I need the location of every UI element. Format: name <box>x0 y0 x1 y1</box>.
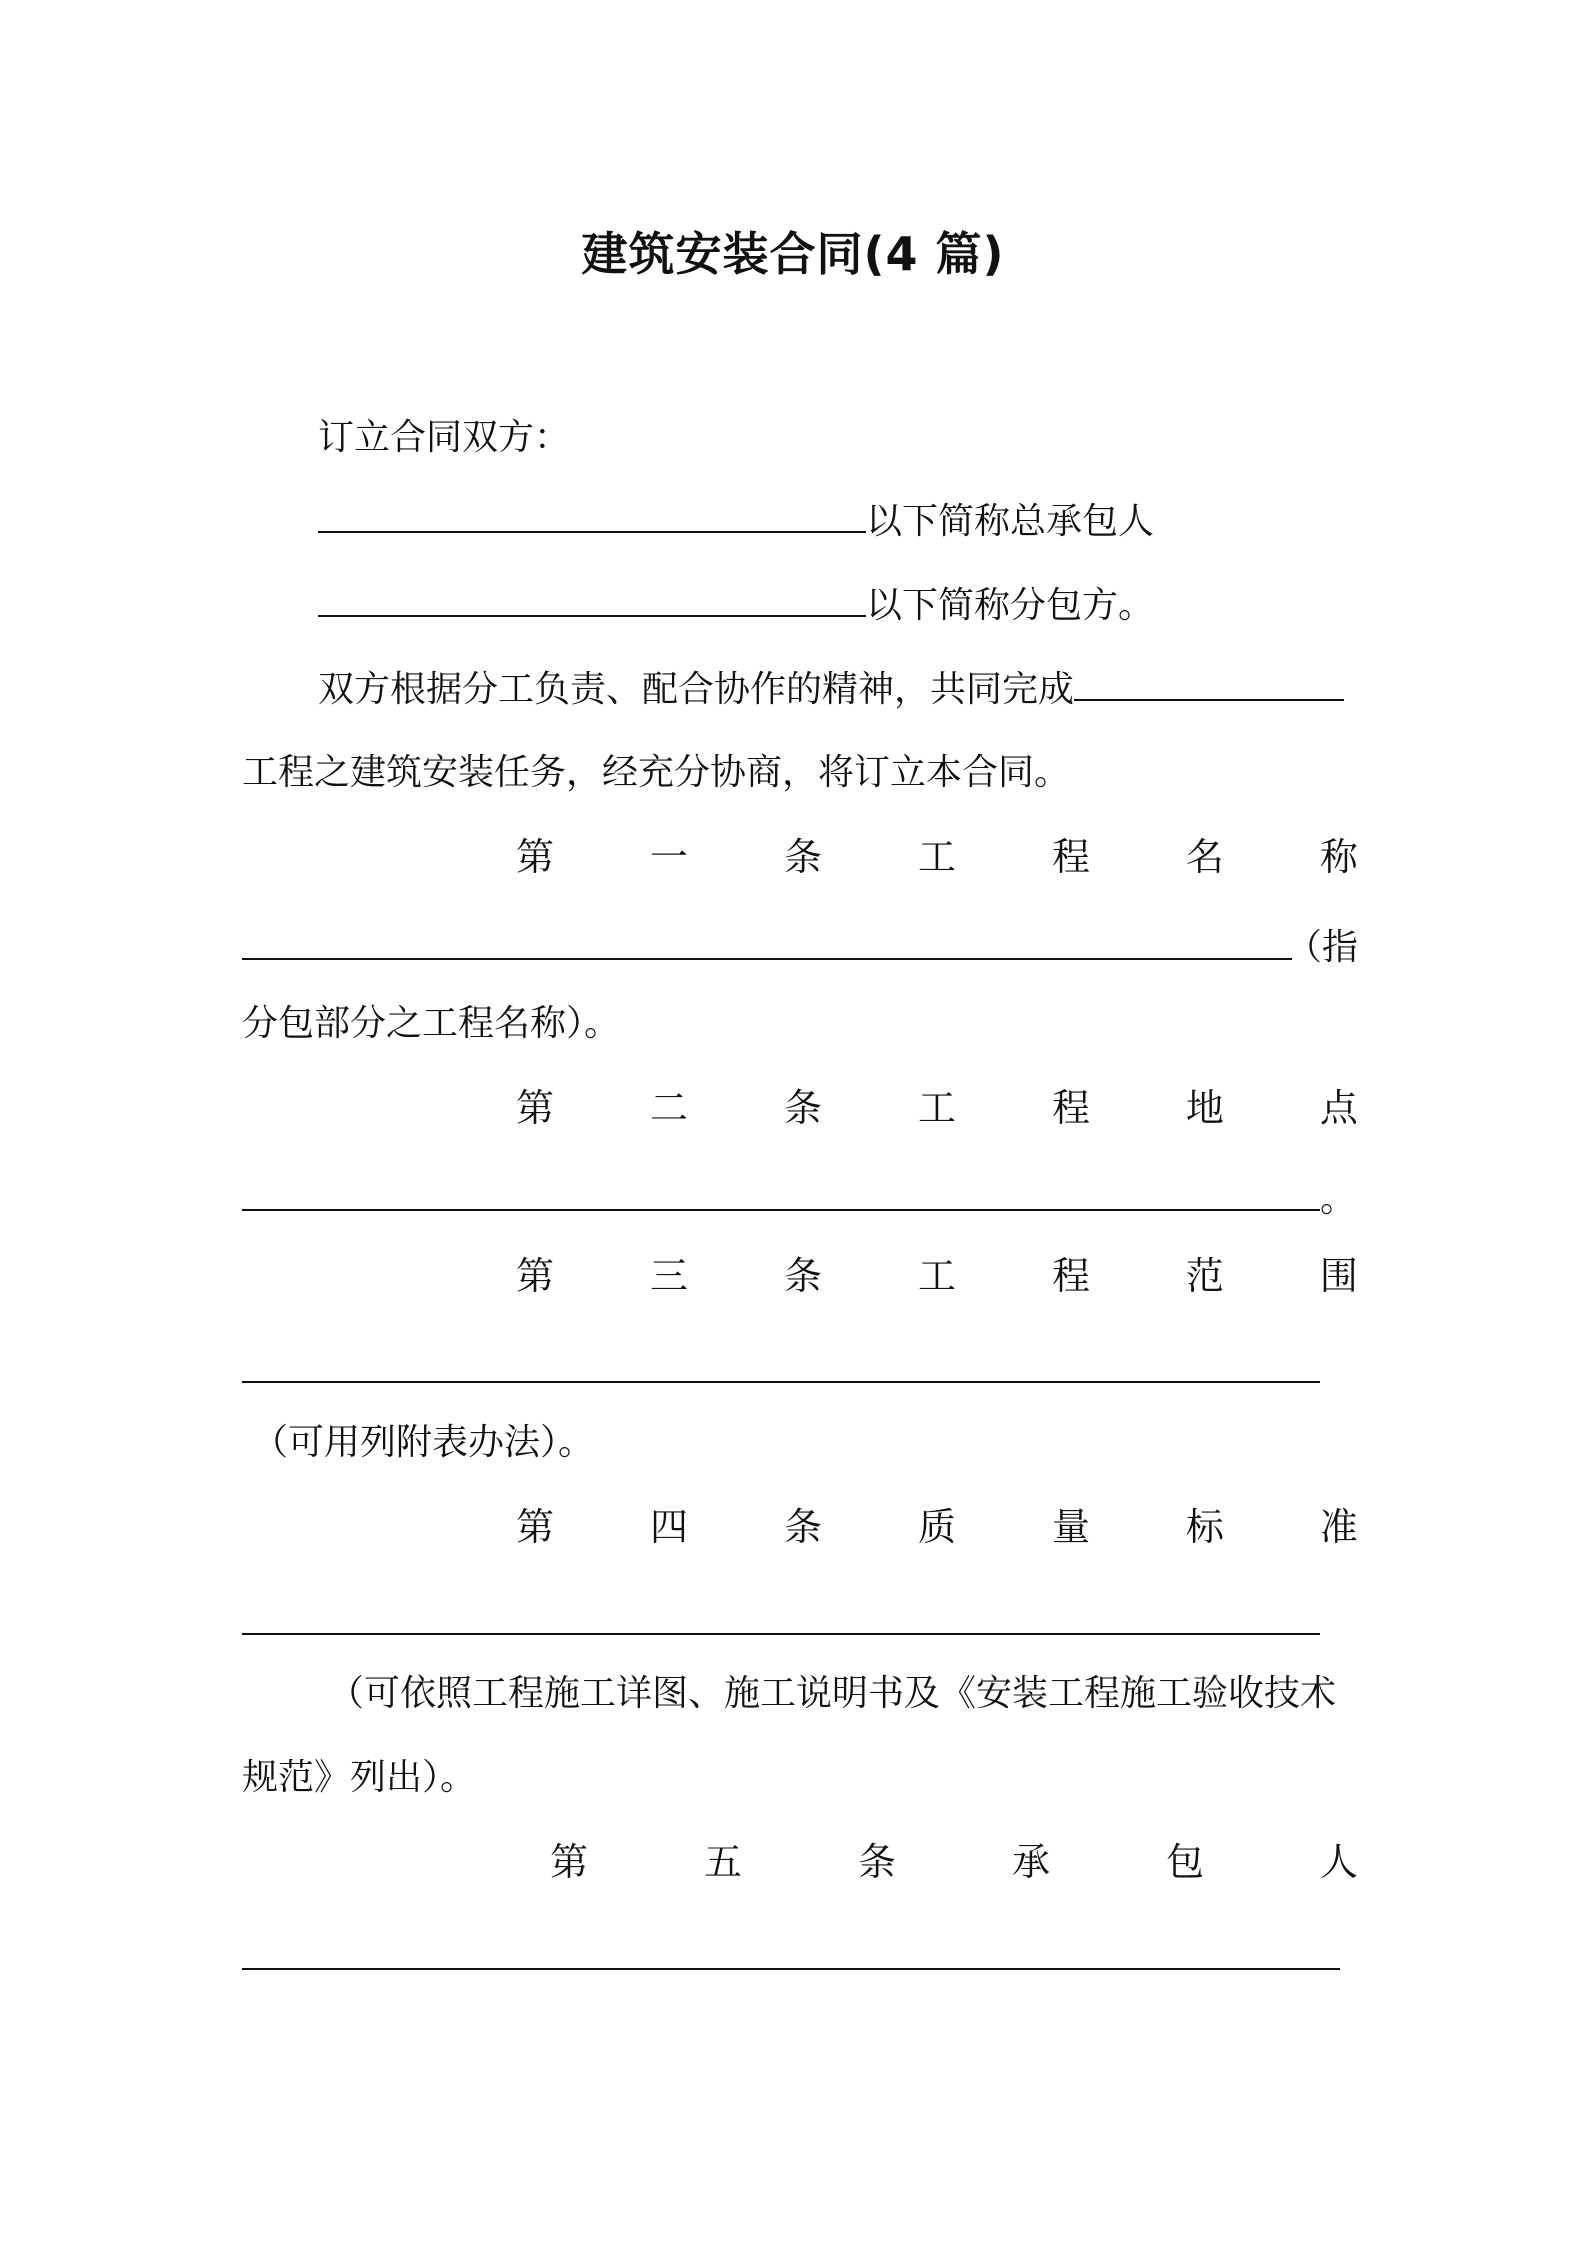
party1-line <box>318 497 1434 546</box>
article2-end: 。 <box>1320 1179 1357 1220</box>
article-char: 第 <box>550 1840 589 1884</box>
parties-intro: 订立合同双方： <box>318 417 571 458</box>
para1-start: 双方根据分工负责、配合协作的精神，共同完成 <box>318 669 1075 710</box>
article-char: 第 <box>516 835 555 879</box>
article-char: 条 <box>783 835 822 879</box>
article1-note: 分包部分之工程名称）。 <box>242 1003 621 1044</box>
article-char: 范 <box>1185 1254 1224 1298</box>
article-char: 工 <box>917 835 956 879</box>
para1-line2: 工程之建筑安装任务，经充分协商，将订立本合同。 <box>242 752 1071 793</box>
article-char: 程 <box>1051 1254 1090 1298</box>
document-title: 建筑安装合同(4 篇) <box>581 227 1005 281</box>
party1-suffix: 以下简称总承包人 <box>866 501 1155 542</box>
article-char: 地 <box>1185 1086 1224 1130</box>
party1-blank[interactable] <box>318 497 866 533</box>
article-char: 五 <box>703 1840 742 1884</box>
article-char: 第 <box>516 1254 555 1298</box>
article-char: 量 <box>1051 1505 1090 1549</box>
article1-note-suffix: （指 <box>1285 927 1358 968</box>
article-char: 点 <box>1319 1086 1358 1130</box>
article-char: 程 <box>1051 1086 1090 1130</box>
party2-blank[interactable] <box>318 581 866 617</box>
quality-standard-blank[interactable] <box>242 1633 1320 1635</box>
article-char: 第 <box>516 1505 555 1549</box>
article-char: 条 <box>783 1254 822 1298</box>
article-char: 围 <box>1319 1254 1358 1298</box>
para1-line1 <box>318 665 1434 714</box>
article-char: 程 <box>1051 835 1090 879</box>
article-char: 二 <box>649 1086 688 1130</box>
project-blank[interactable] <box>1074 665 1344 701</box>
article-char: 条 <box>857 1840 896 1884</box>
article-char: 条 <box>783 1086 822 1130</box>
article1-heading <box>516 833 1358 881</box>
article5-heading <box>550 1838 1358 1886</box>
party2-suffix: 以下简称分包方。 <box>866 585 1155 626</box>
article-char: 承 <box>1011 1840 1050 1884</box>
article2-heading <box>516 1084 1358 1132</box>
article-char: 人 <box>1319 1840 1358 1884</box>
project-location-blank[interactable] <box>242 1175 1320 1211</box>
project-name-blank[interactable] <box>242 924 1292 960</box>
article-char: 工 <box>917 1254 956 1298</box>
article4-heading <box>516 1503 1358 1551</box>
article-char: 质 <box>917 1505 956 1549</box>
article-char: 称 <box>1319 835 1358 879</box>
article-char: 一 <box>649 835 688 879</box>
article-char: 准 <box>1319 1505 1358 1549</box>
article-char: 工 <box>917 1086 956 1130</box>
article-char: 名 <box>1185 835 1224 879</box>
article-char: 三 <box>649 1254 688 1298</box>
article4-note-line2: 规范》列出）。 <box>242 1757 477 1798</box>
article-char: 标 <box>1185 1505 1224 1549</box>
article-char: 包 <box>1165 1840 1204 1884</box>
contractor-blank[interactable] <box>242 1968 1340 1970</box>
article-char: 条 <box>783 1505 822 1549</box>
article2-blank-line <box>242 1175 1358 1224</box>
article4-note-line1: （可依照工程施工详图、施工说明书及《安装工程施工验收技术 <box>328 1673 1337 1714</box>
article3-heading <box>516 1252 1358 1300</box>
article-char: 四 <box>649 1505 688 1549</box>
article1-blank-line <box>242 924 1358 973</box>
party2-line <box>318 581 1434 630</box>
article-char: 第 <box>516 1086 555 1130</box>
article3-note: （可用列附表办法）。 <box>252 1422 595 1463</box>
project-scope-blank[interactable] <box>242 1381 1320 1383</box>
